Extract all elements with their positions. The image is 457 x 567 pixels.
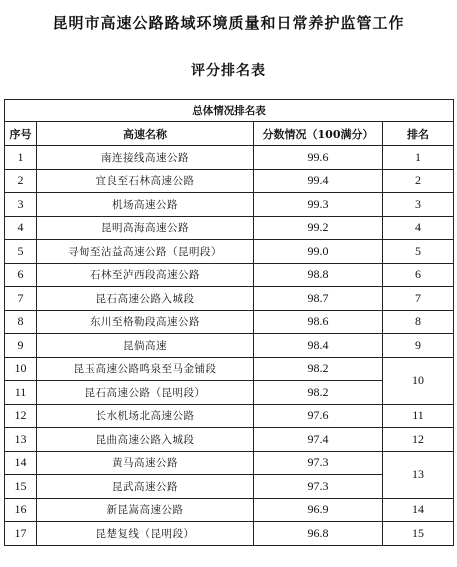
row-index: 8 — [5, 310, 37, 334]
score-value: 99.4 — [254, 169, 383, 193]
row-index: 4 — [5, 216, 37, 240]
rank-value: 12 — [383, 428, 454, 452]
table-row — [5, 263, 454, 287]
row-index: 7 — [5, 287, 37, 311]
row-index: 3 — [5, 193, 37, 217]
road-name: 昆玉高速公路鸣泉至马金铺段 — [37, 357, 254, 381]
road-name: 昆石高速公路（昆明段） — [37, 381, 254, 405]
road-name: 新昆嵩高速公路 — [37, 498, 254, 522]
road-name: 寻甸至沾益高速公路（昆明段） — [37, 240, 254, 264]
header-name: 高速名称 — [37, 122, 254, 146]
score-value: 96.8 — [254, 522, 383, 546]
road-name: 昆倘高速 — [37, 334, 254, 358]
score-value: 98.6 — [254, 310, 383, 334]
header-score: 分数情况（100满分） — [254, 122, 383, 146]
table-row — [5, 451, 454, 475]
rank-value: 15 — [383, 522, 454, 546]
road-name: 长水机场北高速公路 — [37, 404, 254, 428]
score-value: 97.4 — [254, 428, 383, 452]
table-row — [5, 240, 454, 264]
table-row — [5, 522, 454, 546]
score-value: 97.3 — [254, 451, 383, 475]
road-name: 昆曲高速公路入城段 — [37, 428, 254, 452]
rank-value: 4 — [383, 216, 454, 240]
road-name: 机场高速公路 — [37, 193, 254, 217]
score-value: 97.6 — [254, 404, 383, 428]
score-value: 97.3 — [254, 475, 383, 499]
header-index: 序号 — [5, 122, 37, 146]
rank-value: 11 — [383, 404, 454, 428]
rank-value: 10 — [383, 357, 454, 404]
ranking-table — [4, 99, 454, 546]
road-name: 石林至泸西段高速公路 — [37, 263, 254, 287]
rank-value: 1 — [383, 146, 454, 170]
table-row — [5, 428, 454, 452]
table-header-row — [5, 122, 454, 146]
score-value: 99.6 — [254, 146, 383, 170]
row-index: 13 — [5, 428, 37, 452]
table-caption-row — [5, 100, 454, 122]
rank-value: 7 — [383, 287, 454, 311]
score-value: 99.0 — [254, 240, 383, 264]
road-name: 南连接线高速公路 — [37, 146, 254, 170]
row-index: 5 — [5, 240, 37, 264]
table-row — [5, 310, 454, 334]
row-index: 2 — [5, 169, 37, 193]
document-title: 昆明市高速公路路域环境质量和日常养护监管工作 — [52, 14, 405, 32]
road-name: 宜良至石林高速公路 — [37, 169, 254, 193]
score-value: 98.2 — [254, 381, 383, 405]
table-row — [5, 334, 454, 358]
road-name: 昆明高海高速公路 — [37, 216, 254, 240]
road-name: 昆石高速公路入城段 — [37, 287, 254, 311]
table-row — [5, 287, 454, 311]
row-index: 9 — [5, 334, 37, 358]
rank-value: 3 — [383, 193, 454, 217]
score-value: 98.7 — [254, 287, 383, 311]
score-value: 96.9 — [254, 498, 383, 522]
score-value: 99.2 — [254, 216, 383, 240]
table-row — [5, 193, 454, 217]
rank-value: 5 — [383, 240, 454, 264]
rank-value: 14 — [383, 498, 454, 522]
road-name: 昆楚复线（昆明段） — [37, 522, 254, 546]
row-index: 17 — [5, 522, 37, 546]
rank-value: 6 — [383, 263, 454, 287]
rank-value: 9 — [383, 334, 454, 358]
table-row — [5, 404, 454, 428]
table-row — [5, 357, 454, 381]
table-row — [5, 169, 454, 193]
score-value: 98.8 — [254, 263, 383, 287]
score-value: 98.4 — [254, 334, 383, 358]
table-caption: 总体情况排名表 — [5, 100, 454, 122]
score-value: 99.3 — [254, 193, 383, 217]
road-name: 黄马高速公路 — [37, 451, 254, 475]
row-index: 1 — [5, 146, 37, 170]
row-index: 15 — [5, 475, 37, 499]
row-index: 6 — [5, 263, 37, 287]
row-index: 11 — [5, 381, 37, 405]
document-subtitle: 评分排名表 — [191, 63, 266, 79]
row-index: 14 — [5, 451, 37, 475]
header-rank: 排名 — [383, 122, 454, 146]
table-row — [5, 498, 454, 522]
road-name: 昆武高速公路 — [37, 475, 254, 499]
row-index: 10 — [5, 357, 37, 381]
score-value: 98.2 — [254, 357, 383, 381]
road-name: 东川至格勒段高速公路 — [37, 310, 254, 334]
row-index: 12 — [5, 404, 37, 428]
rank-value: 8 — [383, 310, 454, 334]
row-index: 16 — [5, 498, 37, 522]
rank-value: 13 — [383, 451, 454, 498]
rank-value: 2 — [383, 169, 454, 193]
table-row — [5, 146, 454, 170]
table-row — [5, 216, 454, 240]
